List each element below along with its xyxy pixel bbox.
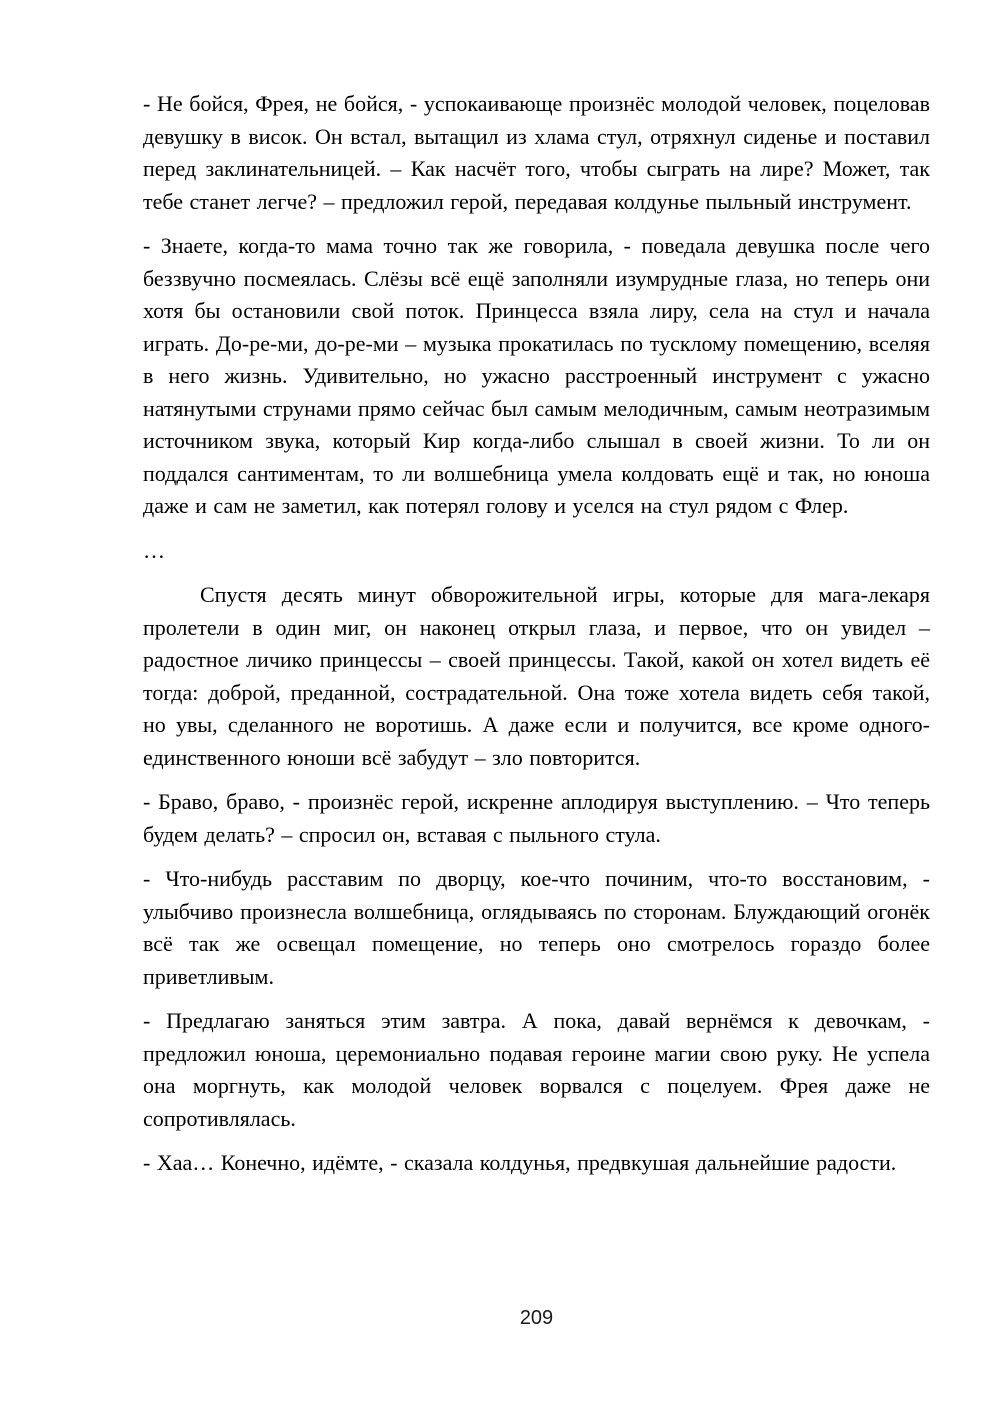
- paragraph-separator: …: [143, 537, 165, 563]
- page-number: 209: [519, 1307, 554, 1329]
- paragraph: - Не бойся, Фрея, не бойся, - успокаивающе произнёс молодой человек, поцеловав девушку в висок. Он встал, вытащил из хлама стул, отряхнул сиденье и поставил перед заклинательницей. – Как насчёт того, чтобы сыграть на лире? Может, так тебе станет легче? – предложил герой, передавая колдунье пыльный инструмент.: [143, 91, 930, 214]
- paragraph: - Браво, браво, - произнёс герой, искренне аплодируя выступлению. – Что теперь будем делать? – спросил он, вставая с пыльного стула.: [143, 789, 930, 847]
- paragraph: Спустя десять минут обворожительной игры, которые для мага-лекаря пролетели в один миг, он наконец открыл глаза, и первое, что он увидел – радостное личико принцессы – своей принцессы. Такой, какой он хотел видеть её тогда: доброй, преданной, сострадательной. Она тоже хотела видеть себя такой, но увы, сделанного не воротишь. А даже если и получится, все кроме одного-единственного юноши всё забудут – зло повторится.: [143, 582, 930, 770]
- paragraph: - Предлагаю заняться этим завтра. А пока, давай вернёмся к девочкам, - предложил юноша, церемониально подавая героине магии свою руку. Не успела она моргнуть, как молодой человек ворвался с поцелуем. Фрея даже не сопротивлялась.: [143, 1008, 930, 1131]
- paragraph: - Знаете, когда-то мама точно так же говорила, - поведала девушка после чего беззвучно посмеялась. Слёзы всё ещё заполняли изумрудные глаза, но теперь они хотя бы остановили свой поток. Принцесса взяла лиру, села на стул и начала играть. До-ре-ми, до-ре-ми – музыка прокатилась по тусклому помещению, вселяя в него жизнь. Удивительно, но ужасно расстроенный инструмент с ужасно натянутыми струнами прямо сейчас был самым мелодичным, самым неотразимым источником звука, который Кир когда-либо слышал в своей жизни. То ли он поддался сантиментам, то ли волшебница умела колдовать ещё и так, но юноша даже и сам не заметил, как потерял голову и уселся на стул рядом с Флер.: [143, 233, 930, 518]
- paragraph: - Что-нибудь расставим по дворцу, кое-что починим, что-то восстановим, - улыбчиво произнесла волшебница, оглядываясь по сторонам. Блуждающий огонёк всё так же освещал помещение, но теперь оно смотрелось гораздо более приветливым.: [143, 866, 930, 989]
- paragraph: - Хаа… Конечно, идёмте, - сказала колдунья, предвкушая дальнейшие радости.: [143, 1150, 897, 1175]
- page-text-block: [143, 88, 930, 1192]
